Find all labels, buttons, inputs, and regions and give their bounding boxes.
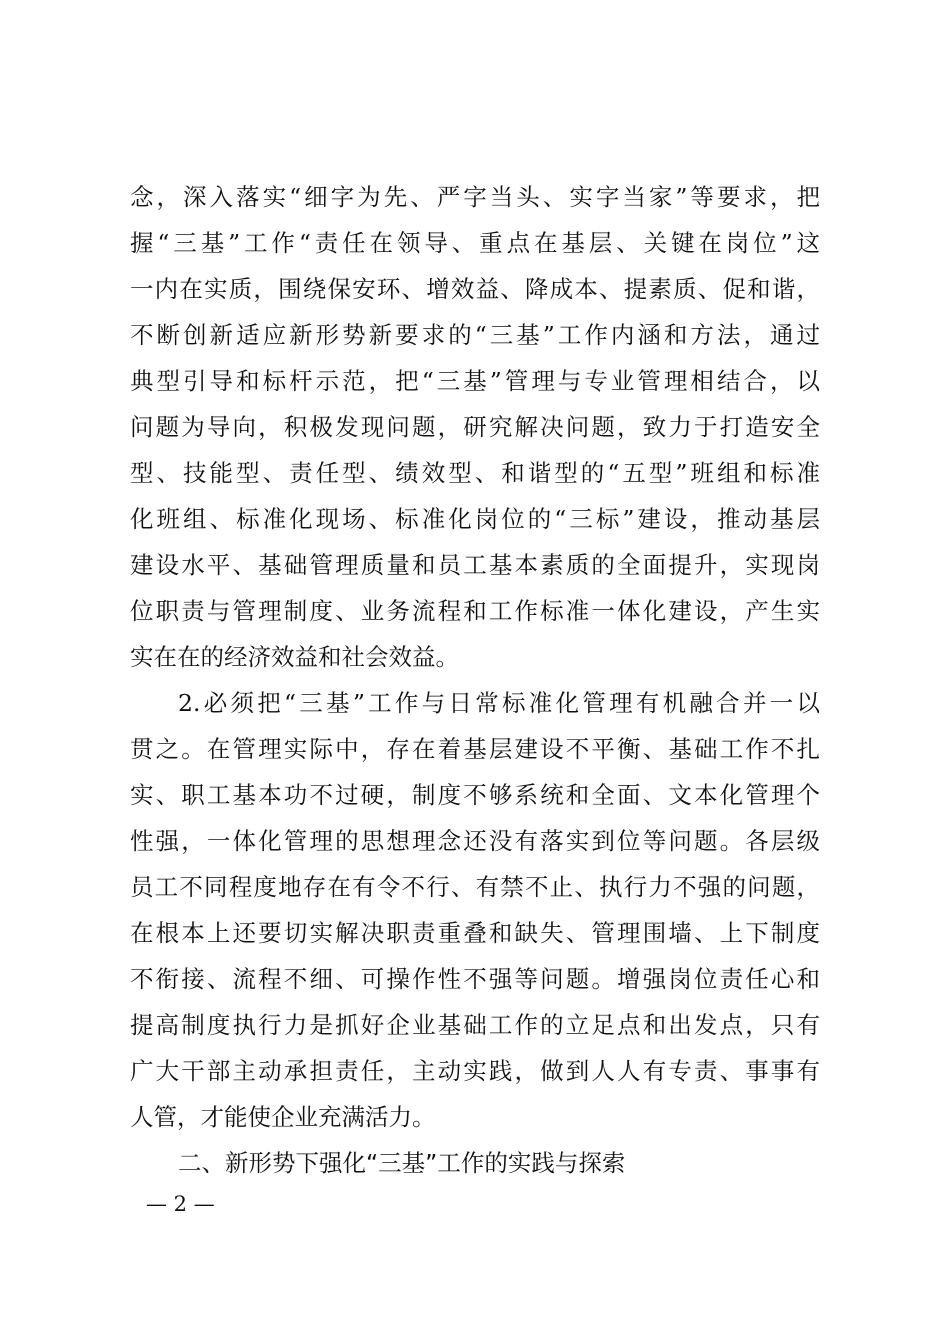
text-line: 不衔接、流程不细、可操作性不强等问题。增强岗位责任心和 (130, 965, 820, 993)
text-line: 典型引导和标杆示范，把“三基”管理与专业管理相结合，以 (130, 367, 820, 395)
text-line: 型、技能型、责任型、绩效型、和谐型的“五型”班组和标准 (130, 459, 820, 487)
text-line: 人管，才能使企业充满活力。 (130, 1103, 436, 1131)
text-line: 位职责与管理制度、业务流程和工作标准一体化建设，产生实 (130, 597, 820, 625)
text-line: 握“三基”工作“责任在领导、重点在基层、关键在岗位”这 (130, 229, 820, 257)
text-line: 建设水平、基础管理质量和员工基本素质的全面提升，实现岗 (130, 551, 820, 579)
text-line: 问题为导向，积极发现问题，研究解决问题，致力于打造安全 (130, 413, 820, 441)
text-line: 贯之。在管理实际中，存在着基层建设不平衡、基础工作不扎 (130, 735, 820, 763)
text-line: 不断创新适应新形势新要求的“三基”工作内涵和方法，通过 (130, 321, 820, 349)
page-number: — 2 — (146, 1192, 215, 1216)
text-line: 实、职工基本功不过硬，制度不够系统和全面、文本化管理个 (130, 781, 820, 809)
text-line: 2.必须把“三基”工作与日常标准化管理有机融合并一以 (178, 689, 820, 717)
text-line: 化班组、标准化现场、标准化岗位的“三标”建设，推动基层 (130, 505, 820, 533)
text-line: 一内在实质，围绕保安环、增效益、降成本、提素质、促和谐， (130, 275, 820, 303)
text-line: 提高制度执行力是抓好企业基础工作的立足点和出发点，只有 (130, 1011, 820, 1039)
text-line: 广大干部主动承担责任，主动实践，做到人人有专责、事事有 (130, 1057, 820, 1085)
text-line: 在根本上还要切实解决职责重叠和缺失、管理围墙、上下制度 (130, 919, 820, 947)
text-line: 念，深入落实“细字为先、严字当头、实字当家”等要求，把 (130, 183, 820, 211)
section-heading: 二、新形势下强化“三基”工作的实践与探索 (178, 1149, 626, 1177)
text-line: 实在在的经济效益和社会效益。 (130, 643, 459, 671)
text-line: 性强，一体化管理的思想理念还没有落实到位等问题。各层级 (130, 827, 820, 855)
text-line: 员工不同程度地存在有令不行、有禁不止、执行力不强的问题， (130, 873, 820, 901)
